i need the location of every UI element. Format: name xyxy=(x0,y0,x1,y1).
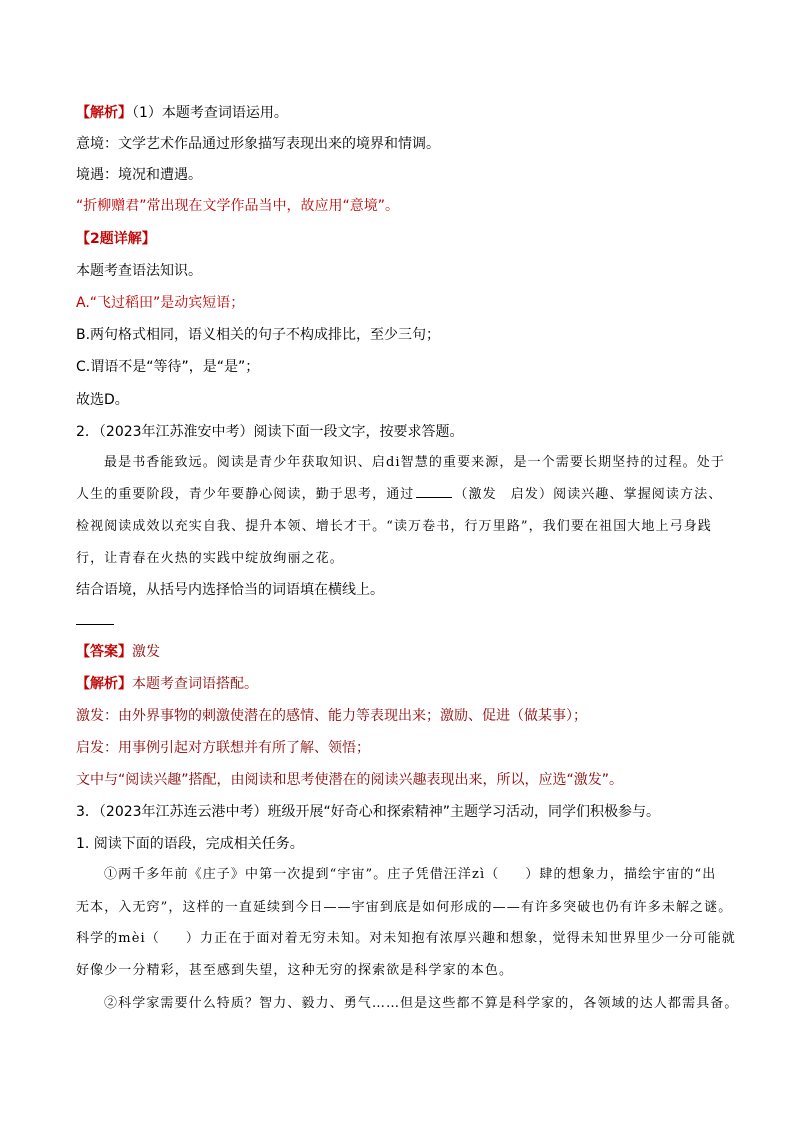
analysis-tag: 【解析】 xyxy=(76,105,132,121)
answer-blank[interactable] xyxy=(416,485,452,498)
q2-answer-choice: 故选D。 xyxy=(76,392,129,408)
analysis-conclusion: 文中与“阅读兴趣”搭配，由阅读和思考使潜在的阅读兴趣表现出来，所以，应选“激发”。 xyxy=(76,772,624,788)
answer-text: 激发 xyxy=(132,644,160,660)
analysis-tag: 【解析】 xyxy=(76,676,132,692)
q2-detail-intro: 本题考查语法知识。 xyxy=(76,263,202,279)
definition-jifa: 激发：由外界事物的刺激使潜在的感情、能力等表现出来；激励、促进（做某事）； xyxy=(76,708,587,724)
question-instruction: 结合语境，从括号内选择恰当的词语填在横线上。 xyxy=(76,582,384,598)
definition-yijing: 意境：文学艺术作品通过形象描写表现出来的境界和情调。 xyxy=(76,136,440,152)
option-a-explanation: A.“飞过稻田”是动宾短语； xyxy=(76,295,245,311)
analysis-line xyxy=(76,103,288,123)
passage-line: 行，让青春在火热的实践中绽放绚丽之花。 xyxy=(76,551,344,566)
question-3-heading: 3．（2023年江苏连云港中考）班级开展“好奇心和探索精神”主题学习活动，同学们积极参与。 xyxy=(76,804,661,820)
passage-line: 无本，入无窍”，这样的一直延续到今日——宇宙到底是如何形成的——有许多突破也仍有许多未解之谜。 xyxy=(76,900,733,915)
passage-line: 好像少一分精彩，甚至感到失望，这种无穷的探索欲是科学家的本色。 xyxy=(76,963,514,978)
analysis-conclusion: “折柳赠君”常出现在文学作品当中，故应用“意境”。 xyxy=(76,198,400,214)
option-b-explanation: B.两句格式相同，语义相关的句子不构成排比，至少三句； xyxy=(76,327,441,343)
definition-qifa: 启发：用事例引起对方联想并有所了解、领悟； xyxy=(76,740,370,756)
passage-line xyxy=(104,865,716,885)
definition-jingyu: 境遇：境况和遭遇。 xyxy=(76,167,202,183)
passage-text: 人生的重要阶段，青少年要静心阅读，勤于思考，通过 xyxy=(76,487,415,502)
q2-detail-tag: 【2题详解】 xyxy=(76,231,156,247)
passage-line: ②科学家需要什么特质？智力、毅力、勇气……但是这些都不算是科学家的，各领域的达人都需具备。 xyxy=(104,996,739,1011)
passage-text: 科学的mèi（ xyxy=(76,931,160,946)
analysis-line xyxy=(76,674,258,694)
question-2-heading: 2．（2023年江苏淮安中考）阅读下面一段文字，按要求答题。 xyxy=(76,424,464,440)
passage-text: （激发 启发）阅读兴趣、掌握阅读方法、 xyxy=(454,487,723,502)
passage-line xyxy=(76,929,736,949)
analysis-text: 本题考查词语搭配。 xyxy=(132,676,258,692)
passage-text: ）力正在于面对着无穷未知。对未知抱有浓厚兴趣和想象，觉得未知世界里少一分可能就 xyxy=(185,931,736,946)
option-c-explanation: C.谓语不是“等待”，是“是”； xyxy=(76,359,260,375)
passage-text: ）肆的想象力，描绘宇宙的“出 xyxy=(525,867,717,882)
passage-line xyxy=(76,485,722,505)
answer-tag: 【答案】 xyxy=(76,644,132,660)
answer-blank-line xyxy=(76,624,114,625)
subquestion-1: 1. 阅读下面的语段，完成相关任务。 xyxy=(76,836,304,852)
passage-line: 检视阅读成效以充实自我、提升本领、增长才干。“读万卷书，行万里路”，我们要在祖国大地上弓身践 xyxy=(76,519,712,534)
passage-text: ①两千多年前《庄子》中第一次提到“宇宙”。庄子凭借汪洋zì（ xyxy=(104,867,500,882)
answer-line xyxy=(76,642,160,662)
analysis-text: （1）本题考查词语运用。 xyxy=(132,105,288,121)
passage-line: 最是书香能致远。阅读是青少年获取知识、启di智慧的重要来源，是一个需要长期坚持的过程。处于 xyxy=(104,455,725,470)
